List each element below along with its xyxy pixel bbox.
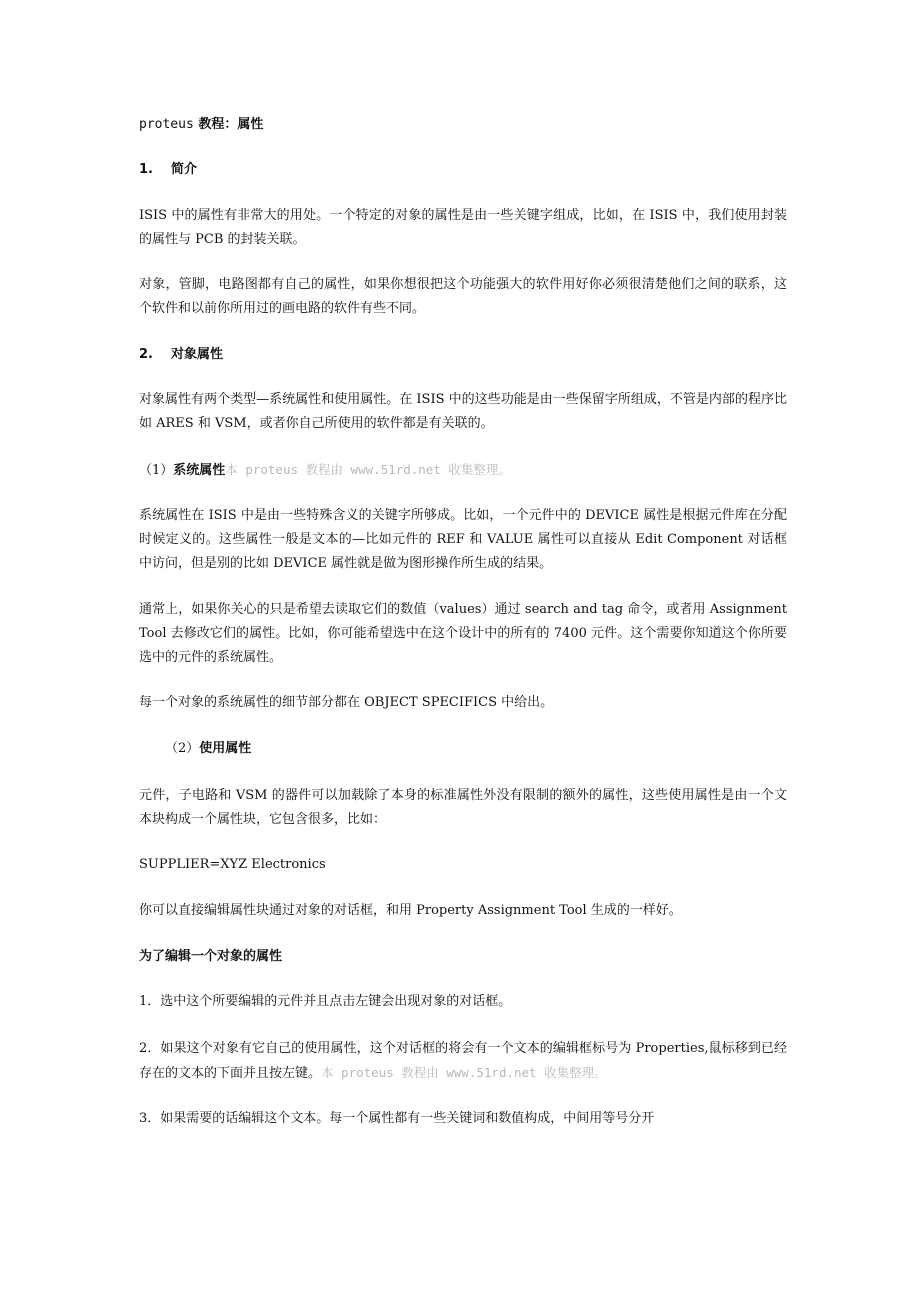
heading-object-properties [139,343,787,367]
subheading-system-properties [139,458,787,483]
watermark-text: 本 proteus 教程由 www.51rd.net 收集整理。 [321,1065,607,1080]
paragraph: 元件，子电路和 VSM 的器件可以加载除了本身的标准属性外没有限制的额外的属性，这些使用属性是由一个文本块构成一个属性块，它包含很多，比如： [139,788,787,827]
heading-intro [139,158,787,182]
paragraph: 对象属性有两个类型—系统属性和使用属性。在 ISIS 中的这些功能是由一些保留字所组成，不管是内部的程序比如 ARES 和 VSM，或者你自己所使用的软件都是有关联的。 [139,392,787,431]
step-2 [139,1037,787,1086]
step-3: 3．如果需要的话编辑这个文本。每一个属性都有一些关键词和数值构成，中间用等号分开 [139,1111,655,1126]
step-2-text: 2．如果这个对象有它自己的使用属性，这个对话框的将会有一个文本的编辑框标号为 Properties,鼠标移到已经存在的文本的下面并且按左键。 [139,1041,787,1081]
step-1: 1．选中这个所要编辑的元件并且点击左键会出现对象的对话框。 [139,994,512,1009]
example-property-line: SUPPLIER=XYZ Electronics [139,857,326,872]
heading-edit-properties: 为了编辑一个对象的属性 [139,949,283,964]
subheading-number: （2） [165,741,200,756]
heading-number: 2. [139,347,153,362]
paragraph: 你可以直接编辑属性块通过对象的对话框，和用 Property Assignment Tool 生成的一样好。 [139,903,682,918]
subheading-number: （1） [139,463,174,478]
paragraph: 通常上，如果你关心的只是希望去读取它们的数值（values）通过 search and tag 命令，或者用 Assignment Tool 去修改它们的属性。比如，你可能希望选中在这个设计中的所有的 7400 元件。这个需要你知道这个你所要选中的元件的系统属性。 [139,602,787,665]
heading-number: 1. [139,162,153,177]
paragraph: ISIS 中的属性有非常大的用处。一个特定的对象的属性是由一些关键字组成，比如，在 ISIS 中，我们使用封装的属性与 PCB 的封装关联。 [139,208,787,247]
paragraph: 系统属性在 ISIS 中是由一些特殊含义的关键字所够成。比如，一个元件中的 DEVICE 属性是根据元件库在分配时候定义的。这些属性一般是文本的—比如元件的 REF 和 VALUE 属性可以直接从 Edit Component 对话框中访问，但是别的比如 DEVICE 属性就是做为图形操作所生成的结果。 [139,508,787,571]
subheading-text: 使用属性 [199,741,252,756]
title-rest: 教程：属性 [193,117,264,132]
paragraph: 每一个对象的系统属性的细节部分都在 OBJECT SPECIFICS 中给出。 [139,695,554,710]
watermark-text: 本 proteus 教程由 www.51rd.net 收集整理。 [225,462,511,477]
heading-text: 对象属性 [171,347,224,362]
subheading-user-properties [165,737,813,761]
heading-text: 简介 [171,162,198,177]
subheading-text: 系统属性 [173,463,226,478]
title-prefix: proteus [139,117,194,132]
paragraph: 对象，管脚，电路图都有自己的属性，如果你想很把这个功能强大的软件用好你必须很清楚他们之间的联系，这个软件和以前你所用过的画电路的软件有些不同。 [139,277,787,316]
document-title [139,113,787,137]
